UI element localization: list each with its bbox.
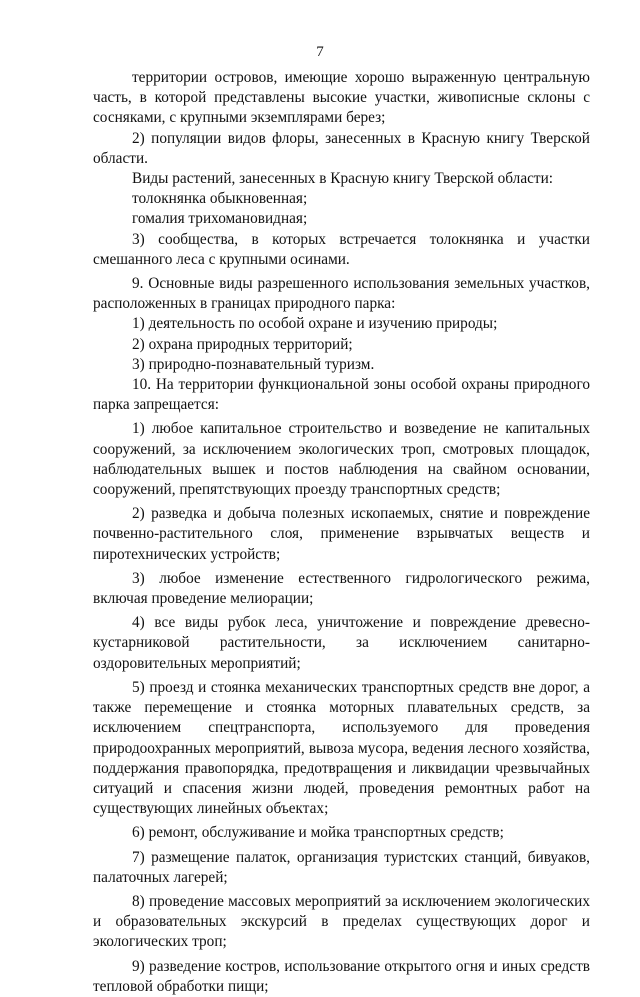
paragraph: 2) разведка и добыча полезных ископаемых, снятие и повреждение почвенно-растительного слоя, применение взрывчатых веществ и пиротехнических устройств; <box>93 505 590 563</box>
paragraph: 5) проезд и стоянка механических транспортных средств вне дорог, а также перемещение и стоянка моторных плавательных средств, за исключением спецтранспорта, используемого для проведения природоохранных мероприятий, вывоза мусора, ведения лесного хозяйства, поддержания правопорядка, предотвращения и ликвидации чрезвычайных ситуаций и спасения жизни людей, проведения ремонтных работ на существующих линейных объектах; <box>93 678 590 818</box>
paragraph: Виды растений, занесенных в Красную книгу Тверской области: <box>132 170 554 188</box>
paragraph: территории островов, имеющие хорошо выраженную центральную часть, в которой представлены высокие участки, живописные склоны с сосняками, с крупными экземплярами берез; <box>93 69 590 127</box>
paragraph: 2) популяции видов флоры, занесенных в Красную книгу Тверской области. <box>93 129 590 167</box>
paragraph: 9. Основные виды разрешенного использования земельных участков, расположенных в границах природного парка: <box>93 275 590 313</box>
paragraph: 3) любое изменение естественного гидрологического режима, включая проведение мелиорации; <box>93 569 590 608</box>
paragraph: 6) ремонт, обслуживание и мойка транспортных средств; <box>132 824 504 842</box>
paragraph: 7) размещение палаток, организация туристских станций, бивуаков, палаточных лагерей; <box>93 848 590 886</box>
page-number: 7 <box>316 44 324 60</box>
paragraph: 9) разведение костров, использование открытого огня и иных средств тепловой обработки пищи; <box>93 957 590 995</box>
paragraph: 1) деятельность по особой охране и изучению природы; <box>132 315 498 333</box>
paragraph: 3) сообщества, в которых встречается толокнянка и участки смешанного леса с крупными осинами. <box>93 230 590 268</box>
paragraph: 4) все виды рубок леса, уничтожение и повреждение древесно-кустарниковой растительности, за исключением санитарно-оздоровительных мероприятий; <box>93 614 590 672</box>
paragraph: толокнянка обыкновенная; <box>132 190 308 208</box>
paragraph: 8) проведение массовых мероприятий за исключением экологических и образовательных экскурсий в пределах существующих дорог и экологических троп; <box>93 892 590 951</box>
paragraph: 3) природно-познавательный туризм. <box>132 355 375 373</box>
paragraph: 10. На территории функциональной зоны особой охраны природного парка запрещается: <box>93 376 590 414</box>
paragraph: гомалия трихомановидная; <box>132 210 308 228</box>
document-body <box>93 68 590 997</box>
paragraph: 1) любое капитальное строительство и возведение не капитальных сооружений, за исключением экологических троп, смотровых площадок, наблюдательных вышек и постов наблюдения на свайном основании, сооружений, препятствующих проезду транспортных средств; <box>93 420 590 499</box>
paragraph: 2) охрана природных территорий; <box>132 335 353 353</box>
